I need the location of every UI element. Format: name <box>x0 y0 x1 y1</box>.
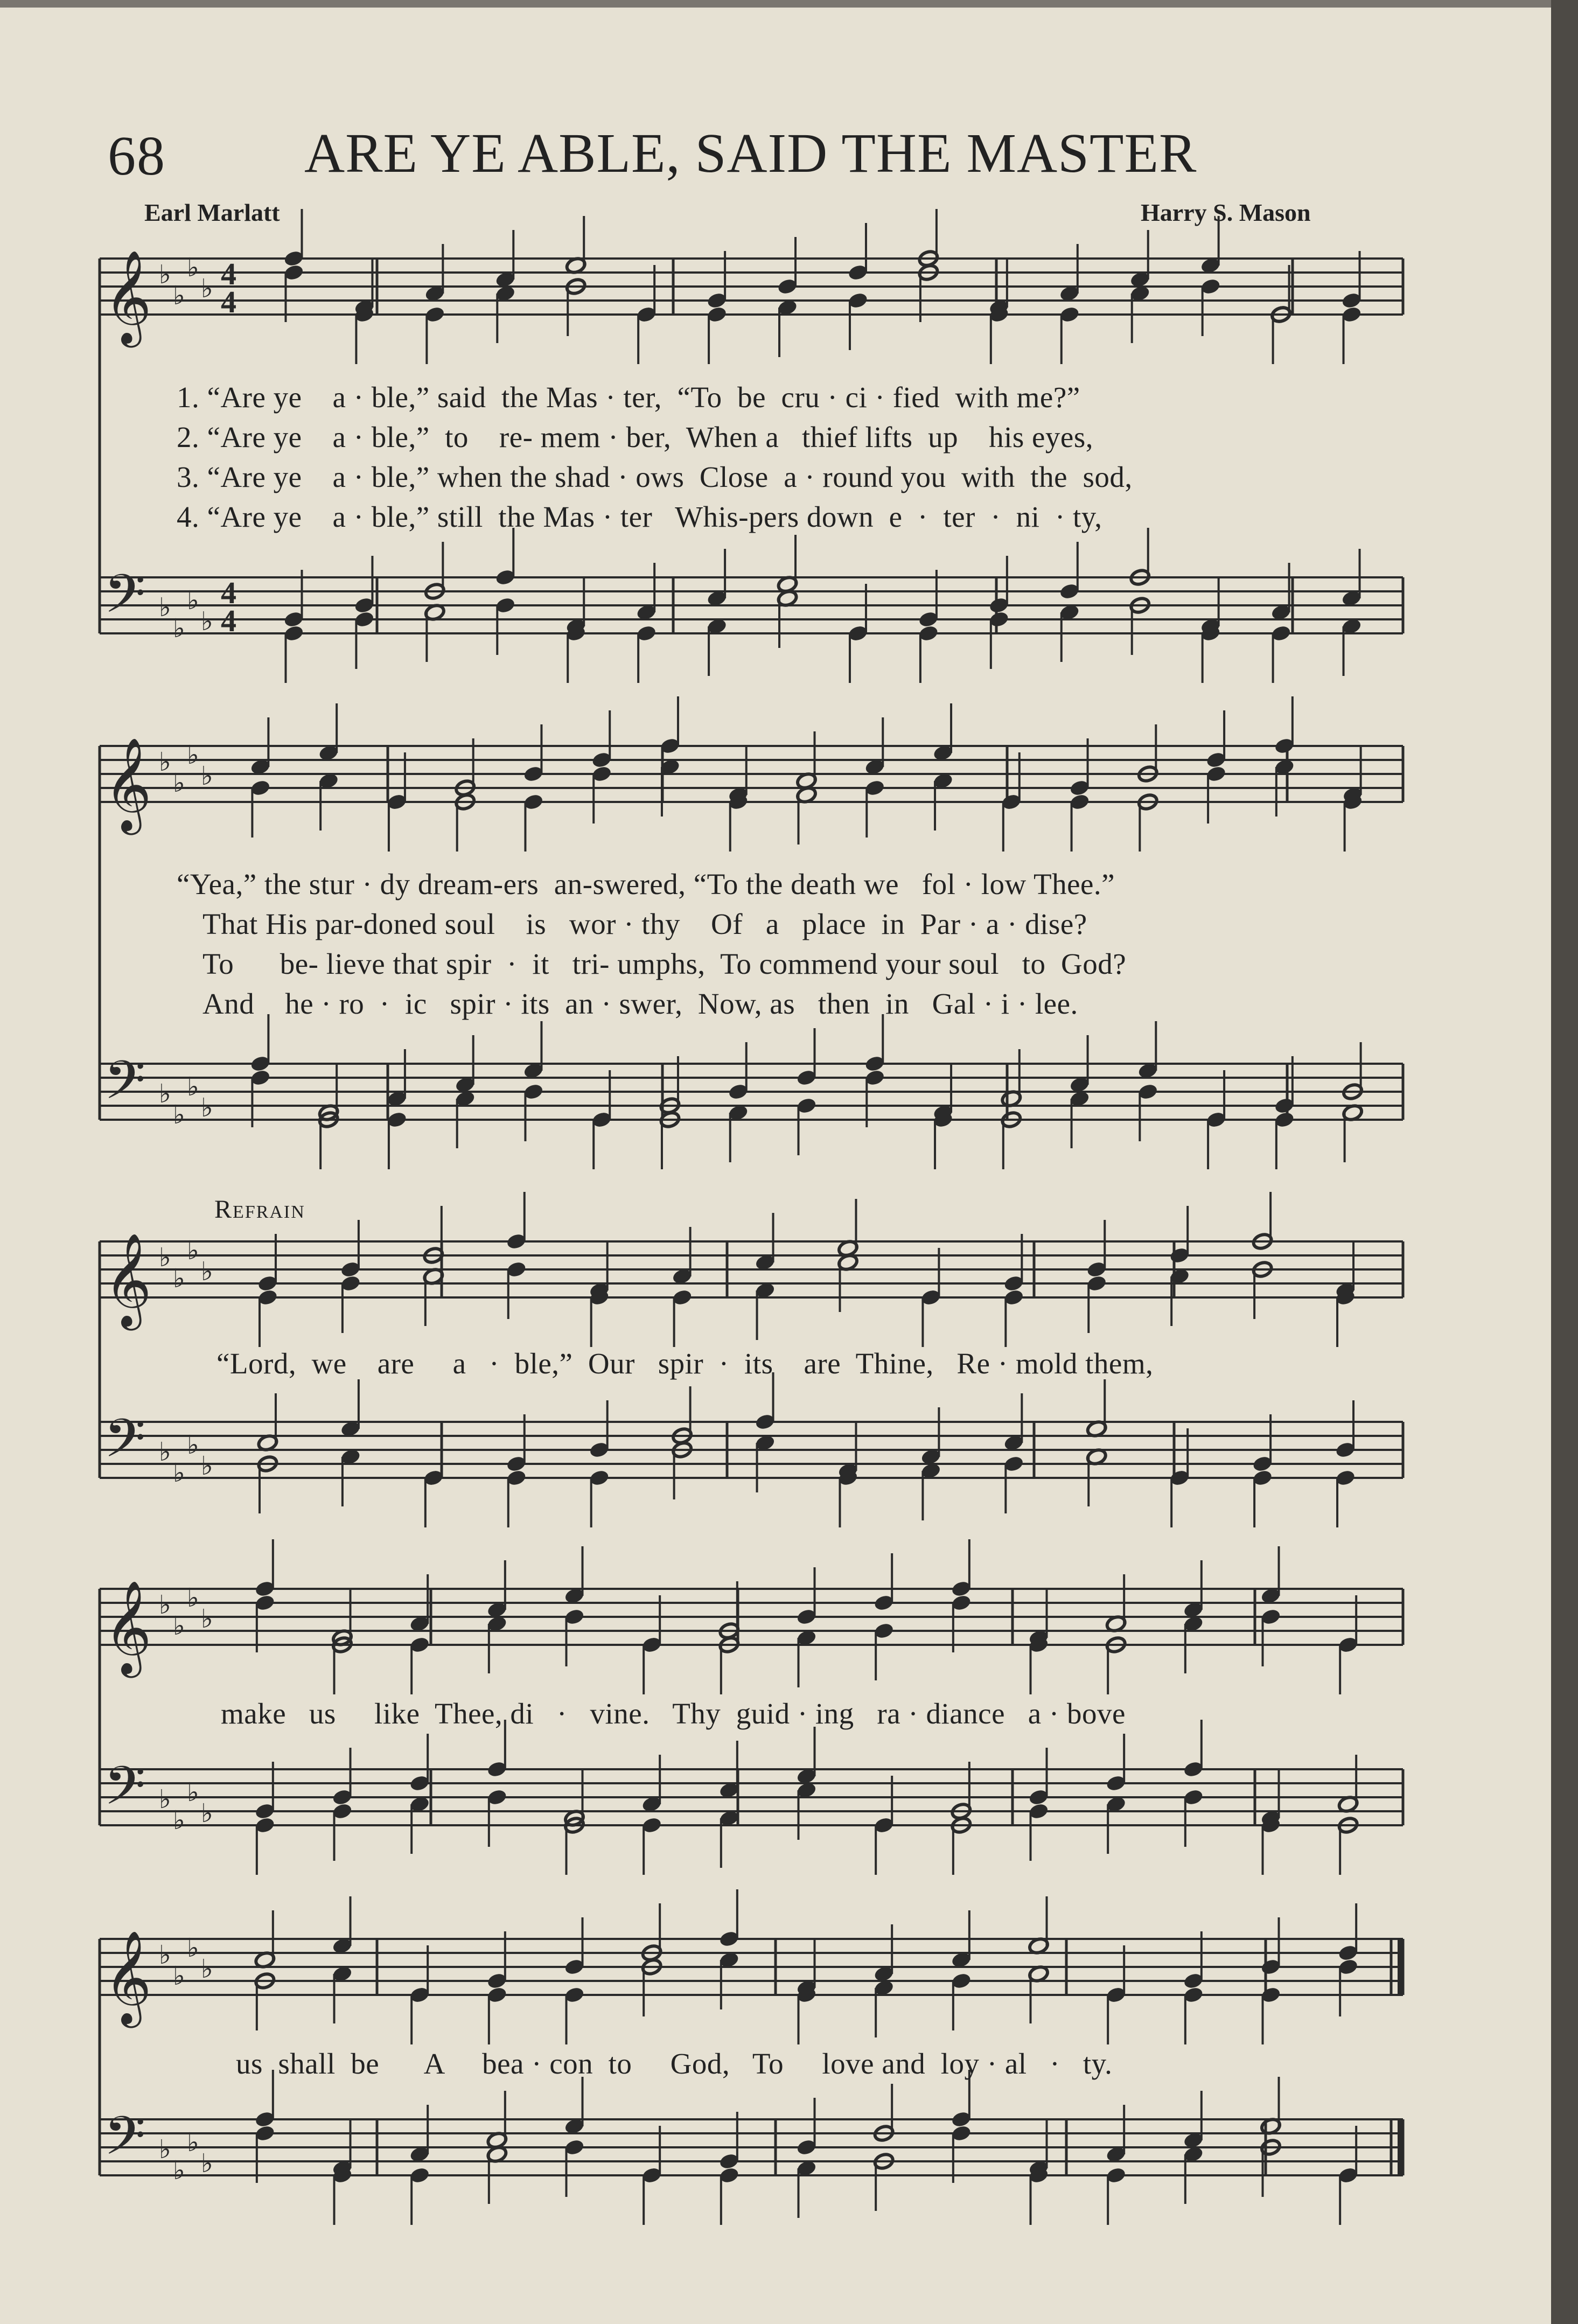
treble-clef-icon: 𝄞 <box>104 737 152 831</box>
flat-icon: ♭ <box>159 1590 171 1620</box>
verse-1-line-2: “Yea,” the stur · dy dream-ers an-swered, “To the death we fol · low Thee.” <box>177 868 1115 901</box>
flat-icon: ♭ <box>159 592 171 623</box>
scan-binding-edge <box>1551 0 1578 2324</box>
flat-icon: ♭ <box>187 1236 199 1266</box>
verse-4-line-2: And he · ro · ic spir · its an · swer, Now, as then in Gal · i · lee. <box>203 987 1078 1020</box>
bass-clef-icon: 𝄢 <box>104 2105 146 2180</box>
flat-icon: ♭ <box>201 1954 213 1984</box>
flat-icon: ♭ <box>159 1784 171 1814</box>
flat-icon: ♭ <box>159 2134 171 2165</box>
flat-icon: ♭ <box>173 1805 185 1836</box>
verse-3-line-1: 3. “Are ye a · ble,” when the shad · ows Close a · round you with the sod, <box>177 460 1133 493</box>
flat-icon: ♭ <box>173 1611 185 1641</box>
flat-icon: ♭ <box>201 761 213 791</box>
flat-icon: ♭ <box>159 1437 171 1467</box>
flat-icon: ♭ <box>159 747 171 777</box>
time-signature-bottom: 4 <box>221 603 236 638</box>
flat-icon: ♭ <box>159 1243 171 1273</box>
bass-clef-icon: 𝄢 <box>104 1050 146 1125</box>
refrain-line-2: make us like Thee, di · vine. Thy guid · ing ra · diance a · bove <box>221 1697 1126 1730</box>
flat-icon: ♭ <box>187 1430 199 1460</box>
flat-icon: ♭ <box>173 1100 185 1130</box>
flat-icon: ♭ <box>173 1961 185 1991</box>
hymn-number: 68 <box>108 125 166 187</box>
flat-icon: ♭ <box>187 740 199 770</box>
flat-icon: ♭ <box>187 585 199 616</box>
flat-icon: ♭ <box>187 1072 199 1102</box>
flat-icon: ♭ <box>201 2148 213 2179</box>
refrain-label: Refrain <box>214 1195 305 1224</box>
time-signature-top: 4 <box>221 256 236 291</box>
music-credit: Harry S. Mason <box>1141 199 1311 226</box>
flat-icon: ♭ <box>187 1583 199 1613</box>
flat-icon: ♭ <box>187 1933 199 1963</box>
flat-icon: ♭ <box>201 1257 213 1287</box>
flat-icon: ♭ <box>173 281 185 311</box>
flat-icon: ♭ <box>173 2155 185 2186</box>
verse-3-line-2: To be- lieve that spir · it tri- umphs, To commend your soul to God? <box>203 947 1127 980</box>
verse-4-line-1: 4. “Are ye a · ble,” still the Mas · ter Whis-pers down e · ter · ni · ty, <box>177 500 1102 533</box>
verse-2-line-2: That His par-doned soul is wor · thy Of a place in Par · a · dise? <box>203 908 1087 940</box>
verse-1-line-1: 1. “Are ye a · ble,” said the Mas · ter, “To be cru · ci · fied with me?” <box>177 381 1080 414</box>
treble-clef-icon: 𝄞 <box>104 1580 152 1674</box>
words-credit: Earl Marlatt <box>144 199 280 226</box>
bass-clef-icon: 𝄢 <box>104 563 146 638</box>
refrain-line-1: “Lord, we are a · ble,” Our spir · its are Thine, Re · mold them, <box>217 1347 1154 1380</box>
treble-clef-icon: 𝄞 <box>104 250 152 344</box>
flat-icon: ♭ <box>173 1264 185 1294</box>
flat-icon: ♭ <box>201 274 213 304</box>
hymn-title: ARE YE ABLE, SAID THE MASTER <box>304 122 1197 184</box>
flat-icon: ♭ <box>187 1777 199 1807</box>
flat-icon: ♭ <box>201 1604 213 1634</box>
flat-icon: ♭ <box>187 253 199 283</box>
flat-icon: ♭ <box>173 768 185 798</box>
refrain-line-3: us shall be A bea · con to God, To love and loy · al · ty. <box>236 2047 1113 2080</box>
treble-clef-icon: 𝄞 <box>104 1233 152 1327</box>
treble-clef-icon: 𝄞 <box>104 1930 152 2024</box>
flat-icon: ♭ <box>159 260 171 290</box>
bass-clef-icon: 𝄢 <box>104 1408 146 1483</box>
flat-icon: ♭ <box>201 1451 213 1481</box>
final-barline-thick <box>1398 2119 1404 2175</box>
time-signature-bottom: 4 <box>221 284 236 319</box>
flat-icon: ♭ <box>201 606 213 637</box>
flat-icon: ♭ <box>173 1458 185 1488</box>
flat-icon: ♭ <box>159 1940 171 1970</box>
flat-icon: ♭ <box>159 1079 171 1109</box>
flat-icon: ♭ <box>201 1093 213 1123</box>
time-signature-top: 4 <box>221 575 236 610</box>
final-barline-thick <box>1398 1939 1404 1995</box>
flat-icon: ♭ <box>173 613 185 644</box>
bass-clef-icon: 𝄢 <box>104 1755 146 1830</box>
flat-icon: ♭ <box>187 2127 199 2158</box>
flat-icon: ♭ <box>201 1798 213 1829</box>
verse-2-line-1: 2. “Are ye a · ble,” to re- mem · ber, When a thief lifts up his eyes, <box>177 421 1093 453</box>
